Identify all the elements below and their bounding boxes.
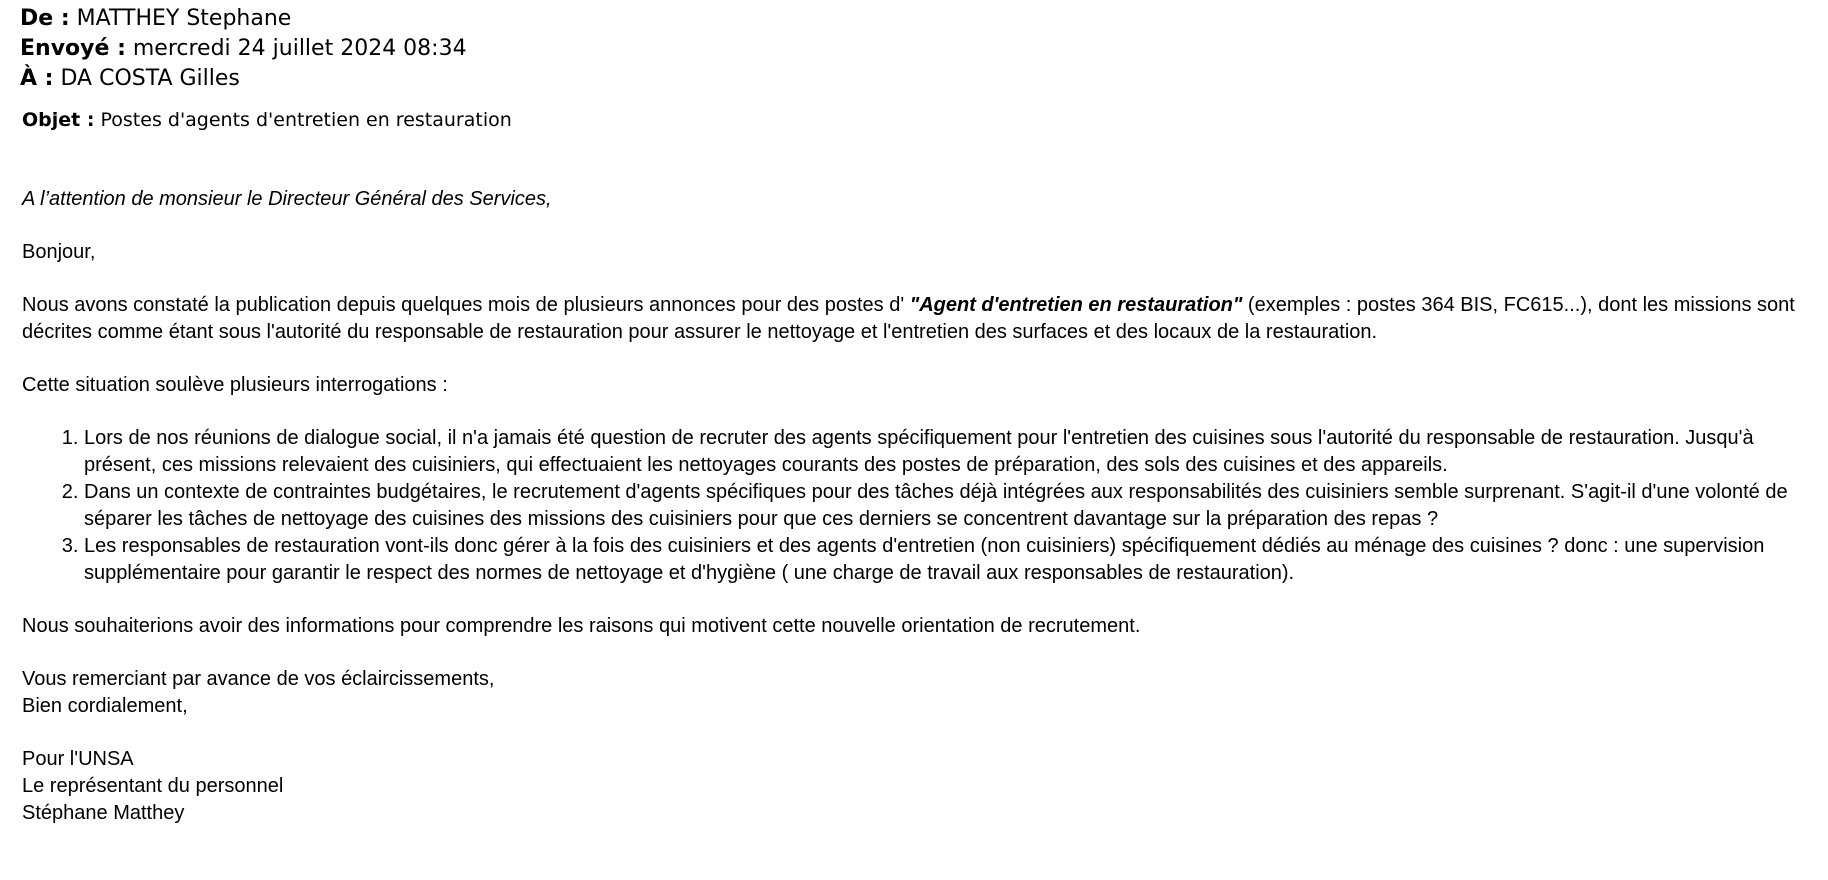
list-item: 2. Dans un contexte de contraintes budgétaires, le recrutement d'agents spécifiques pour des tâches déjà intégrées aux responsabilités des cuisiniers semble surprenant. S'agit-il d'une volonté de séparer les tâches de nettoyage des cuisines des missions des cuisiniers pour que ces derniers se concentrent davantage sur la préparation des repas ? [84, 479, 1817, 533]
subject-label: Objet : [22, 109, 95, 131]
to-value: DA COSTA Gilles [60, 66, 240, 91]
from-row [20, 4, 467, 34]
sent-value: mercredi 24 juillet 2024 08:34 [132, 36, 467, 61]
closing [22, 666, 1817, 720]
from-value: MATTHEY Stephane [76, 6, 292, 31]
paragraph-announcements-start: Nous avons constaté la publication depuis quelques mois de plusieurs annonces pour des postes d' [22, 294, 910, 316]
list-intro: Cette situation soulève plusieurs interrogations : [22, 374, 448, 396]
from-label: De : [20, 6, 70, 31]
thanks-line: Vous remerciant par avance de vos éclaircissements, [22, 668, 495, 690]
attention-line: A l’attention de monsieur le Directeur Général des Services, [22, 188, 552, 210]
subject-value: Postes d'agents d'entretien en restauration [100, 109, 512, 131]
signature [22, 746, 1817, 827]
questions-list [22, 425, 1817, 587]
subject-row [22, 106, 512, 134]
to-row [20, 64, 467, 94]
signature-organization: Pour l'UNSA [22, 748, 134, 770]
job-title-emphasis: "Agent d'entretien en restauration" [909, 294, 1243, 316]
signature-name: Stéphane Matthey [22, 802, 185, 824]
email-body [22, 186, 1817, 827]
request-paragraph: Nous souhaiterions avoir des informations pour comprendre les raisons qui motivent cette nouvelle orientation de recrutement. [22, 615, 1141, 637]
paragraph-announcements [22, 292, 1817, 346]
greeting: Bonjour, [22, 241, 96, 263]
list-item: 1. Lors de nos réunions de dialogue social, il n'a jamais été question de recruter des agents spécifiquement pour l'entretien des cuisines sous l'autorité du responsable de restauration. Jusqu'à présent, ces missions relevaient des cuisiniers, qui effectuaient les nettoyages courants des postes de préparation, des sols des cuisines et des appareils. [84, 425, 1817, 479]
signature-role: Le représentant du personnel [22, 775, 284, 797]
regards-line: Bien cordialement, [22, 695, 188, 717]
paragraph-announcements-end: (exemples : postes 364 BIS, FC615...), dont les missions sont décrites comme étant sous l'autorité du responsable de restauration pour assurer le nettoyage et l'entretien des surfaces et des locaux de la restauration. [22, 294, 1795, 343]
email-header [20, 4, 467, 94]
to-label: À : [20, 66, 54, 91]
sent-label: Envoyé : [20, 36, 126, 61]
list-item: 3. Les responsables de restauration vont-ils donc gérer à la fois des cuisiniers et des agents d'entretien (non cuisiniers) spécifiquement dédiés au ménage des cuisines ? donc : une supervision supplémentaire pour garantir le respect des normes de nettoyage et d'hygiène ( une charge de travail aux responsables de restauration). [84, 533, 1817, 587]
sent-row [20, 34, 467, 64]
